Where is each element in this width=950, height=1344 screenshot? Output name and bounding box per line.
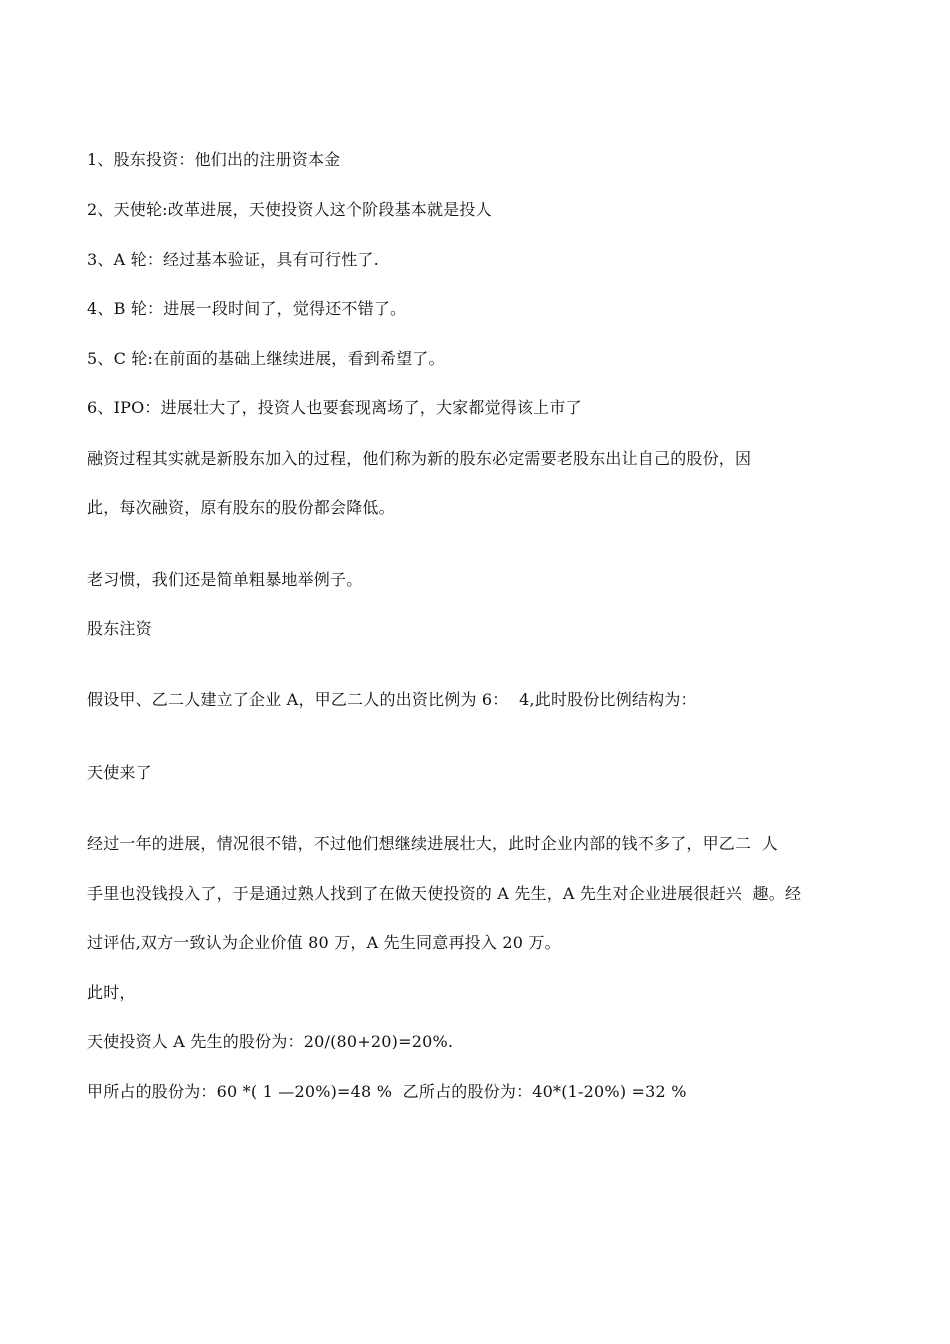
list-item-angel-round: 2、天使轮:改革进展，天使投资人这个阶段基本就是投人 bbox=[87, 200, 492, 219]
intro-text: 老习惯，我们还是简单粗暴地举例子。 bbox=[87, 570, 363, 589]
paragraph-growth-line-1: 经过一年的进展，情况很不错，不过他们想继续进展壮大，此时企业内部的钱不多了，甲乙二 人 bbox=[87, 834, 778, 853]
list-item-b-round: 4、B 轮：进展一段时间了，觉得还不错了。 bbox=[87, 299, 407, 318]
text-holder-shares: 甲所占的股份为：60 *( 1 —20%)=48 % 乙所占的股份为：40*(1-20%) =32 % bbox=[87, 1082, 687, 1101]
paragraph-financing-line-2: 此，每次融资，原有股东的股份都会降低。 bbox=[87, 498, 395, 517]
section-heading-angel-arrives: 天使来了 bbox=[87, 763, 152, 782]
section-heading-shareholder-capital: 股东注资 bbox=[87, 619, 152, 638]
paragraph-growth-line-2: 手里也没钱投入了，于是通过熟人找到了在做天使投资的 A 先生，A 先生对企业进展很赶兴 趣。经 bbox=[87, 884, 802, 903]
list-item-ipo: 6、IPO：进展壮大了，投资人也要套现离场了，大家都觉得该上市了 bbox=[87, 398, 582, 417]
list-item-c-round: 5、C 轮:在前面的基础上继续进展，看到希望了。 bbox=[87, 349, 445, 368]
paragraph-assumption: 假设甲、乙二人建立了企业 A，甲乙二人的出资比例为 6： 4,此时股份比例结构为： bbox=[87, 690, 697, 709]
paragraph-growth-line-3: 过评估,双方一致认为企业价值 80 万，A 先生同意再投入 20 万。 bbox=[87, 933, 561, 952]
list-item-shareholder-investment: 1、股东投资：他们出的注册资本金 bbox=[87, 150, 341, 169]
text-angel-share: 天使投资人 A 先生的股份为：20/(80+20)=20%. bbox=[87, 1032, 454, 1051]
paragraph-financing-line-1: 融资过程其实就是新股东加入的过程，他们称为新的股东必定需要老股东出让自己的股份，因 bbox=[87, 449, 752, 468]
text-at-this-time: 此时， bbox=[87, 983, 136, 1002]
list-item-a-round: 3、A 轮：经过基本验证，具有可行性了. bbox=[87, 250, 379, 269]
